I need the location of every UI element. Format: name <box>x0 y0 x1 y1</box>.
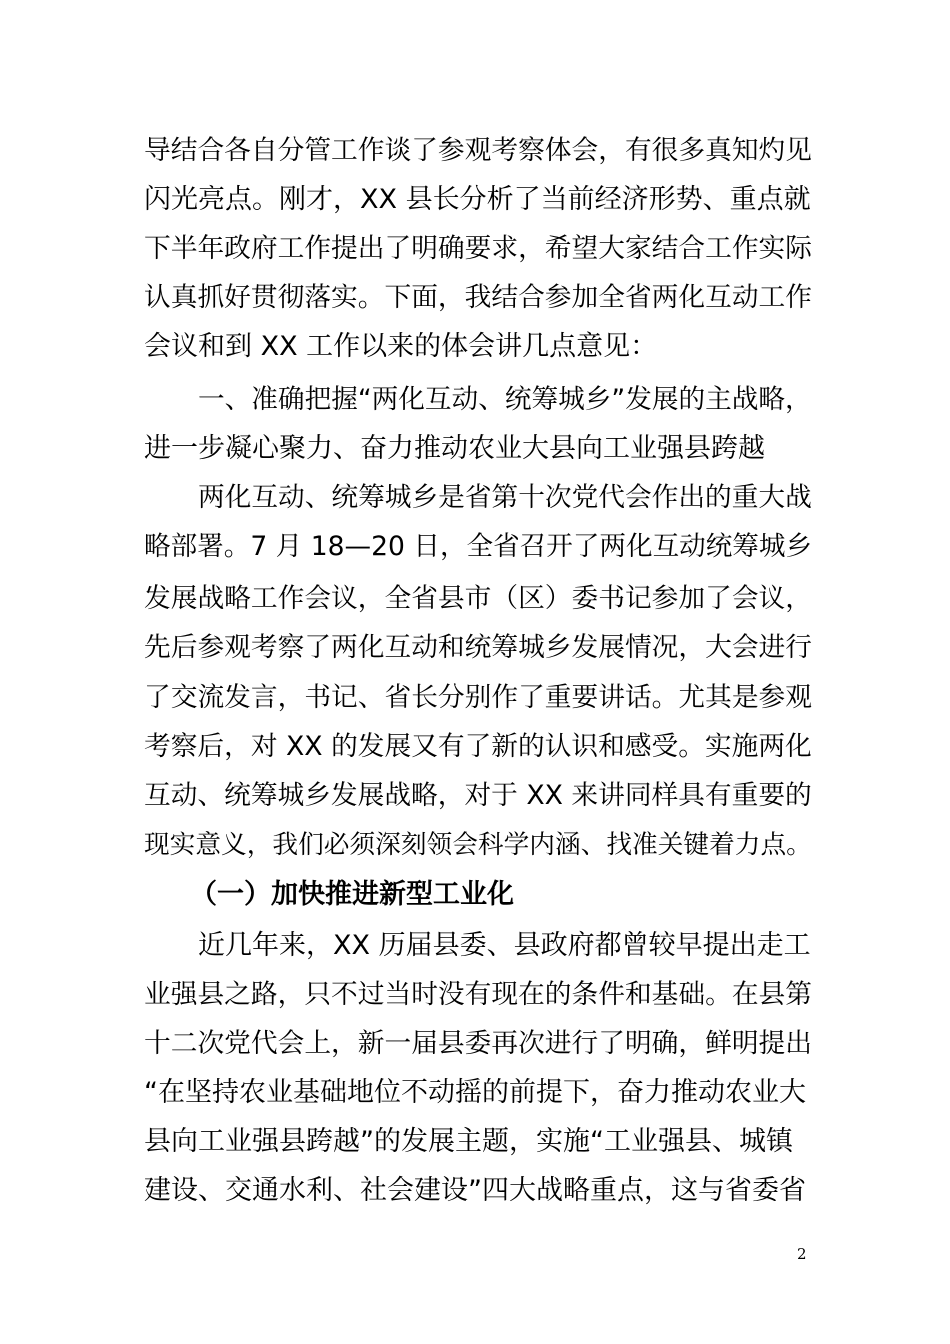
subsection-heading-line <box>0 870 950 920</box>
line-text: 会议和到 XX 工作以来的体会讲几点意见： <box>144 331 658 362</box>
page-number: 2 <box>797 1245 807 1263</box>
text-line <box>0 673 950 723</box>
section-heading-text: 进一步凝心聚力、奋力推动农业大县向工业强县跨越 <box>144 433 765 464</box>
text-line <box>0 273 950 323</box>
line-text: 导结合各自分管工作谈了参观考察体会，有很多真知灼见 <box>144 135 812 166</box>
line-text: “在坚持农业基础地位不动摇的前提下，奋力推动农业大 <box>144 1077 806 1108</box>
text-line <box>0 722 950 772</box>
text-line <box>0 322 950 372</box>
line-text: 闪光亮点。刚才，XX 县长分析了当前经济形势、重点就 <box>144 184 811 215</box>
text-line <box>0 771 950 821</box>
text-line <box>0 175 950 225</box>
line-text: 发展战略工作会议，全省县市（区）委书记参加了会议， <box>144 583 812 614</box>
text-line <box>0 224 950 274</box>
text-line <box>0 921 950 971</box>
subsection-heading-text: （一）加快推进新型工业化 <box>190 879 514 910</box>
text-line <box>0 1166 950 1216</box>
line-text: 认真抓好贯彻落实。下面，我结合参加全省两化互动工作 <box>144 282 812 313</box>
line-text: 略部署。7 月 18—20 日，全省召开了两化互动统筹城乡 <box>144 531 813 562</box>
section-heading-text: 一、准确把握“两化互动、统筹城乡”发展的主战略， <box>198 384 812 415</box>
line-text: 考察后，对 XX 的发展又有了新的认识和感受。实施两化 <box>144 731 812 762</box>
line-text: 业强县之路，只不过当时没有现在的条件和基础。在县第 <box>144 979 812 1010</box>
text-line <box>0 1019 950 1069</box>
text-line <box>0 1068 950 1118</box>
line-text: 近几年来，XX 历届县委、县政府都曾较早提出走工 <box>198 930 811 961</box>
text-line <box>0 1117 950 1167</box>
line-text: 两化互动、统筹城乡是省第十次党代会作出的重大战 <box>198 482 812 513</box>
line-text: 下半年政府工作提出了明确要求，希望大家结合工作实际 <box>144 233 812 264</box>
section-heading-line <box>0 375 950 425</box>
line-text: 先后参观考察了两化互动和统筹城乡发展情况，大会进行 <box>144 632 812 663</box>
text-line <box>0 126 950 176</box>
line-text: 互动、统筹城乡发展战略，对于 XX 来讲同样具有重要的 <box>144 780 812 811</box>
text-line <box>0 522 950 572</box>
line-text: 现实意义，我们必须深刻领会科学内涵、找准关键着力点。 <box>144 830 812 860</box>
line-text: 县向工业强县跨越”的发展主题，实施“工业强县、城镇 <box>144 1126 793 1157</box>
section-heading-line <box>0 424 950 474</box>
text-line <box>0 623 950 673</box>
line-text: 了交流发言，书记、省长分别作了重要讲话。尤其是参观 <box>144 682 812 713</box>
line-text: 十二次党代会上，新一届县委再次进行了明确，鲜明提出 <box>144 1028 812 1059</box>
text-line <box>0 970 950 1020</box>
line-text: 建设、交通水利、社会建设”四大战略重点，这与省委省 <box>144 1175 806 1206</box>
text-line <box>0 473 950 523</box>
text-line <box>0 820 950 870</box>
text-line <box>0 574 950 624</box>
